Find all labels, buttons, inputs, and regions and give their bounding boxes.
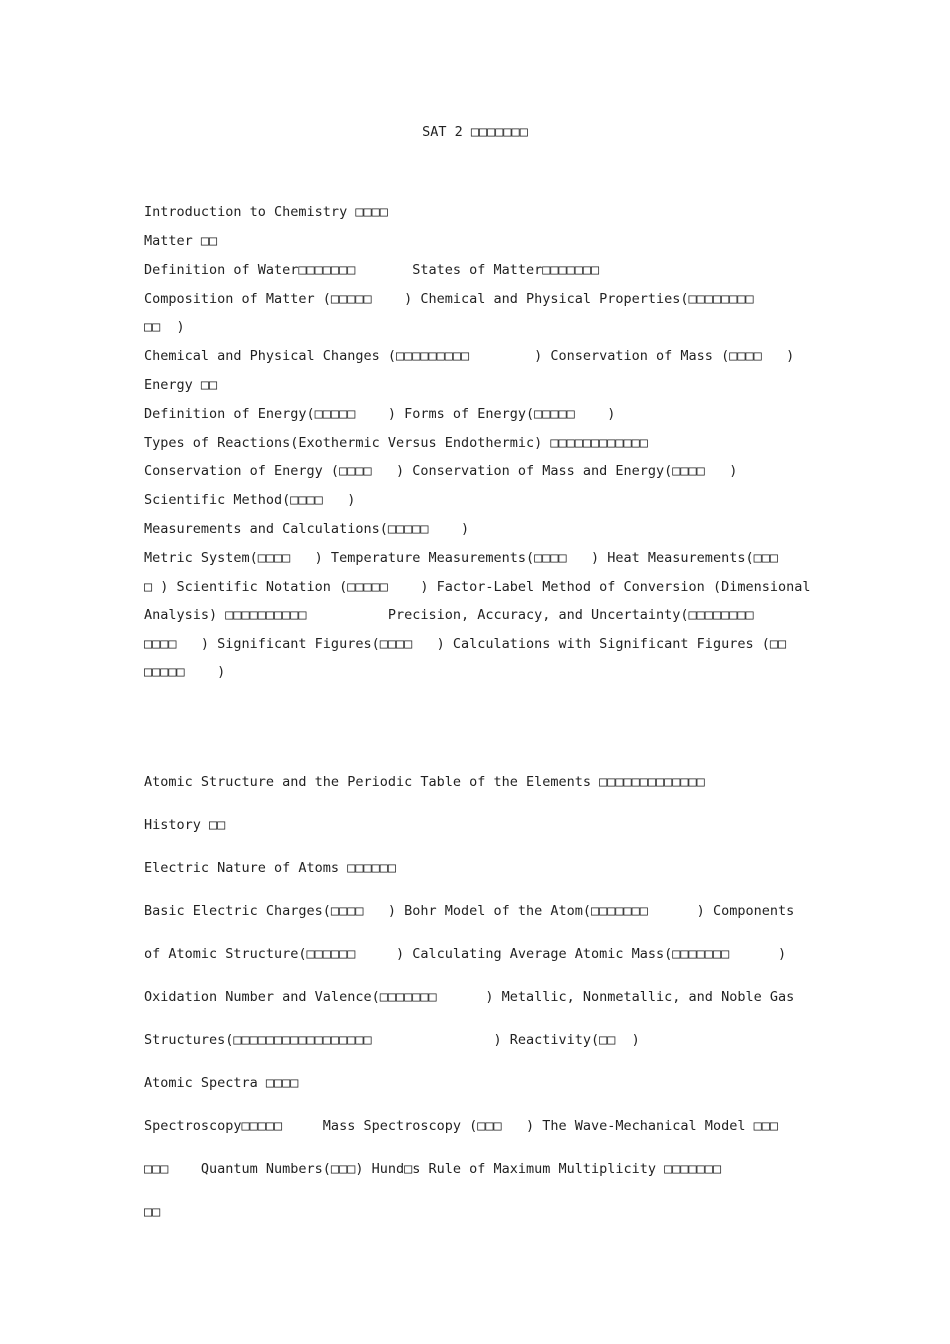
text-line: of Atomic Structure(□□□□□□ ) Calculating Average Atomic Mass(□□□□□□□ ) xyxy=(144,946,787,962)
text-line: □□□ Quantum Numbers(□□□) Hund□s Rule of Maximum Multiplicity □□□□□□□ xyxy=(144,1161,722,1177)
section-heading: Atomic Structure and the Periodic Table of the Elements □□□□□□□□□□□□□ xyxy=(144,774,705,790)
text-line: Basic Electric Charges(□□□□ ) Bohr Model of the Atom(□□□□□□□ ) Components xyxy=(144,903,795,919)
text-line: Definition of Energy(□□□□□ ) Forms of Energy(□□□□□ ) xyxy=(144,406,616,422)
text-line: □ ) Scientific Notation (□□□□□ ) Factor-Label Method of Conversion (Dimensional xyxy=(144,579,811,595)
text-line: Composition of Matter (□□□□□ ) Chemical and Physical Properties(□□□□□□□□ xyxy=(144,291,754,307)
text-line: □□□□ ) Significant Figures(□□□□ ) Calculations with Significant Figures (□□ xyxy=(144,636,787,652)
text-line: □□ ) xyxy=(144,319,185,335)
section-heading: Introduction to Chemistry □□□□ xyxy=(144,204,388,220)
text-line: Structures(□□□□□□□□□□□□□□□□□ ) Reactivity(□□ ) xyxy=(144,1032,640,1048)
text-line: Types of Reactions(Exothermic Versus Endothermic) □□□□□□□□□□□□ xyxy=(144,435,648,451)
text-line: Chemical and Physical Changes (□□□□□□□□□ ) Conservation of Mass (□□□□ ) xyxy=(144,348,795,364)
text-line: Spectroscopy□□□□□ Mass Spectroscopy (□□□ ) The Wave-Mechanical Model □□□ xyxy=(144,1118,778,1134)
subheading: History □□ xyxy=(144,817,226,833)
text-line: □□ xyxy=(144,1204,161,1220)
text-line: □□□□□ ) xyxy=(144,664,226,680)
subheading: Energy □□ xyxy=(144,377,218,393)
text-line: Scientific Method(□□□□ ) xyxy=(144,492,356,508)
subheading: Electric Nature of Atoms □□□□□□ xyxy=(144,860,396,876)
text-line: Metric System(□□□□ ) Temperature Measurements(□□□□ ) Heat Measurements(□□□ xyxy=(144,550,778,566)
text-line: Conservation of Energy (□□□□ ) Conservation of Mass and Energy(□□□□ ) xyxy=(144,463,738,479)
text-line: Oxidation Number and Valence(□□□□□□□ ) Metallic, Nonmetallic, and Noble Gas xyxy=(144,989,795,1005)
text-line: Definition of Water□□□□□□□ States of Matter□□□□□□□ xyxy=(144,262,600,278)
document-title: SAT 2 □□□□□□□ xyxy=(422,124,528,140)
subheading: Atomic Spectra □□□□ xyxy=(144,1075,299,1091)
text-line: Analysis) □□□□□□□□□□ Precision, Accuracy, and Uncertainty(□□□□□□□□ xyxy=(144,607,754,623)
text-line: Measurements and Calculations(□□□□□ ) xyxy=(144,521,470,537)
subheading: Matter □□ xyxy=(144,233,218,249)
